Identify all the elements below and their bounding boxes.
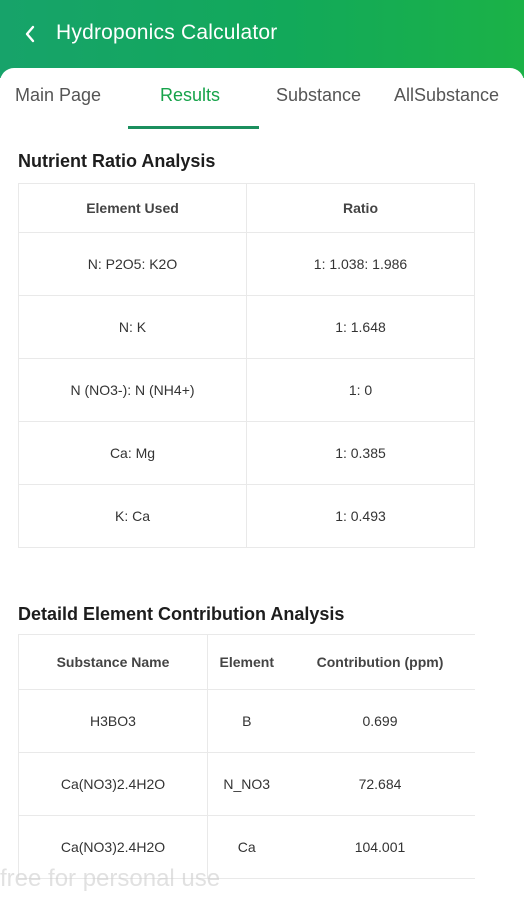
content-sheet bbox=[0, 68, 524, 900]
chevron-left-icon bbox=[24, 25, 36, 43]
table-row bbox=[19, 485, 475, 548]
table-header-row bbox=[19, 635, 475, 690]
cell-element: K: Ca bbox=[19, 485, 247, 548]
active-tab-indicator bbox=[128, 126, 259, 129]
ratio-section-title: Nutrient Ratio Analysis bbox=[18, 151, 216, 171]
cell-element: N (NO3-): N (NH4+) bbox=[19, 359, 247, 422]
cell-element: Ca bbox=[208, 816, 286, 879]
cell-ratio: 1: 1.648 bbox=[247, 296, 475, 359]
column-header-element-used: Element Used bbox=[19, 184, 247, 233]
table-header-row bbox=[19, 184, 475, 233]
cell-element: Ca: Mg bbox=[19, 422, 247, 485]
table-row bbox=[19, 690, 475, 753]
column-header-element: Element bbox=[208, 635, 286, 690]
column-header-ratio: Ratio bbox=[247, 184, 475, 233]
ratio-table bbox=[18, 183, 475, 548]
tab-bar bbox=[0, 68, 524, 130]
tab-main-page[interactable]: Main Page bbox=[15, 85, 102, 105]
cell-element: B bbox=[208, 690, 286, 753]
watermark-text: free for personal use bbox=[0, 865, 221, 892]
tab-allsubstance[interactable]: AllSubstance bbox=[394, 85, 500, 105]
contribution-table bbox=[18, 634, 475, 879]
table-row bbox=[19, 233, 475, 296]
back-button[interactable] bbox=[18, 22, 42, 46]
column-header-contribution: Contribution (ppm) bbox=[286, 635, 475, 690]
cell-contribution: 104.001 bbox=[286, 816, 475, 879]
cell-substance: H3BO3 bbox=[19, 690, 208, 753]
tab-results[interactable]: Results bbox=[160, 85, 221, 105]
table-row bbox=[19, 296, 475, 359]
cell-ratio: 1: 0 bbox=[247, 359, 475, 422]
app-bar bbox=[0, 0, 524, 78]
cell-substance: Ca(NO3)2.4H2O bbox=[19, 816, 208, 879]
cell-substance: Ca(NO3)2.4H2O bbox=[19, 753, 208, 816]
table-row bbox=[19, 422, 475, 485]
page-title: Hydroponics Calculator bbox=[56, 21, 278, 44]
tab-substance[interactable]: Substance bbox=[276, 85, 362, 105]
cell-contribution: 0.699 bbox=[286, 690, 475, 753]
cell-ratio: 1: 0.385 bbox=[247, 422, 475, 485]
cell-element: N: P2O5: K2O bbox=[19, 233, 247, 296]
cell-element: N: K bbox=[19, 296, 247, 359]
cell-contribution: 72.684 bbox=[286, 753, 475, 816]
contribution-section-title: Detaild Element Contribution Analysis bbox=[18, 604, 345, 624]
table-row bbox=[19, 359, 475, 422]
column-header-substance-name: Substance Name bbox=[19, 635, 208, 690]
cell-ratio: 1: 1.038: 1.986 bbox=[247, 233, 475, 296]
cell-element: N_NO3 bbox=[208, 753, 286, 816]
cell-ratio: 1: 0.493 bbox=[247, 485, 475, 548]
table-row bbox=[19, 753, 475, 816]
